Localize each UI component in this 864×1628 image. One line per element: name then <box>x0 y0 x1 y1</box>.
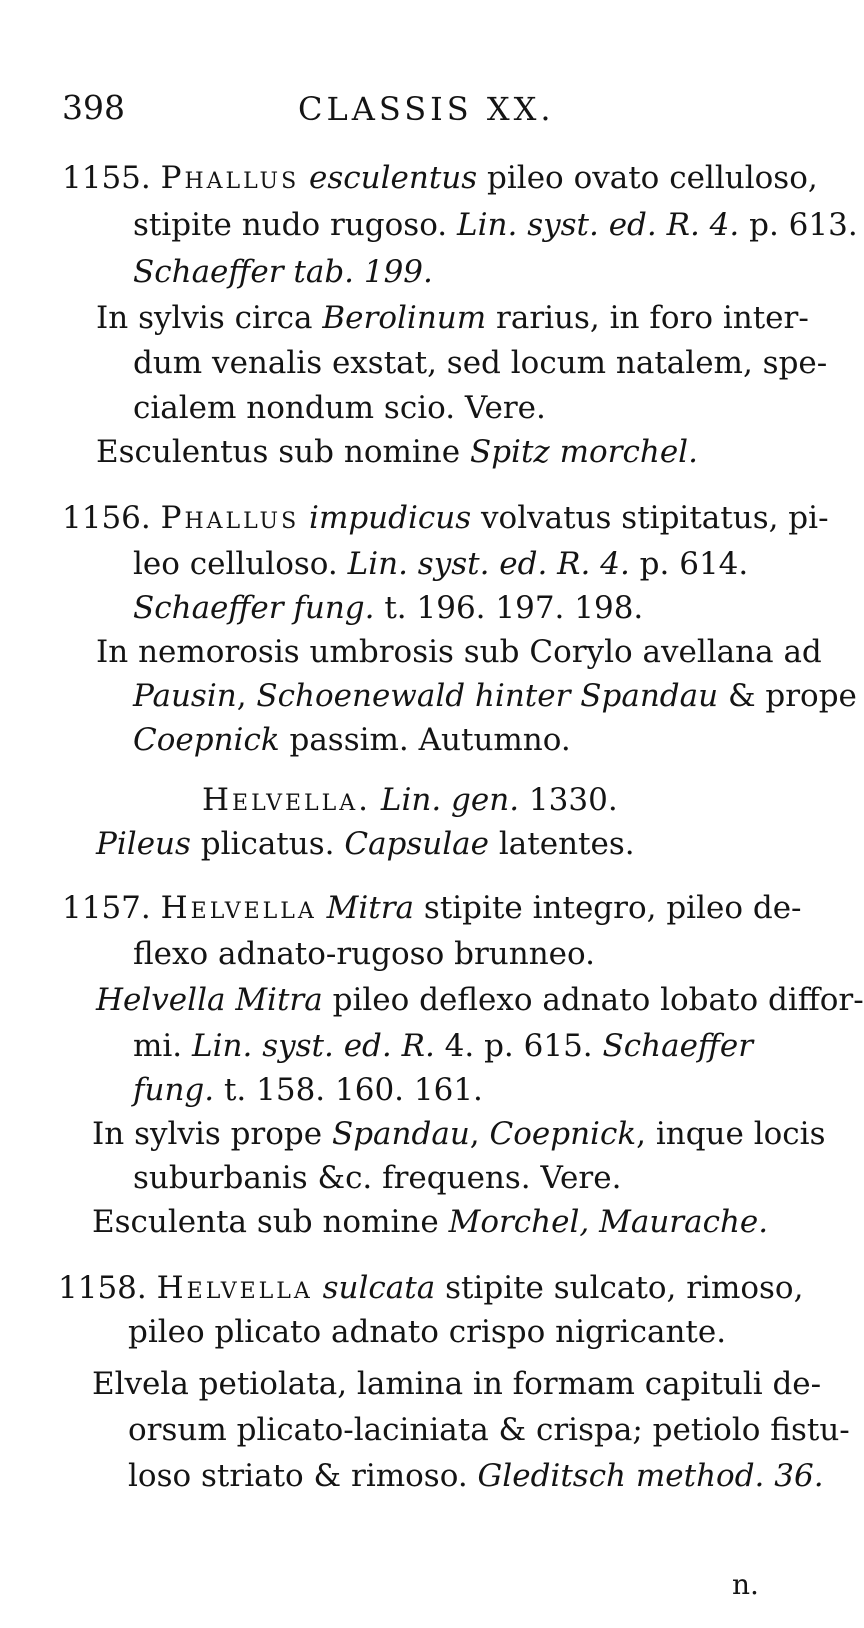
description-text: leo celluloso. <box>133 546 338 582</box>
entry-number: 1157. <box>62 890 151 926</box>
habitat-text: rarius, in foro inter- <box>496 300 809 336</box>
punctuation: , <box>236 678 247 714</box>
place-name: Berolinum <box>322 300 487 336</box>
entry-line <box>58 1268 803 1308</box>
habitat-text: In sylvis prope <box>92 1116 323 1152</box>
reference-page: p. 613. <box>749 207 858 243</box>
reference-text: Schaeffer fung. <box>133 590 375 626</box>
synonym-text: pileo deflexo adnato lobato diffor- <box>332 982 864 1018</box>
entry-line <box>133 205 858 245</box>
habitat-line <box>92 1114 826 1154</box>
character-term: Capsulae <box>344 826 490 862</box>
entry-line <box>133 544 748 584</box>
genus-name: Phallus <box>160 160 300 196</box>
punctuation: , <box>469 1116 480 1152</box>
description-text: stipite integro, pileo de- <box>423 890 802 926</box>
entry-line <box>133 934 595 974</box>
species-name: Mitra <box>326 890 415 926</box>
entry-line <box>133 252 433 292</box>
entry-line <box>62 158 818 198</box>
synonym-line <box>133 1026 753 1066</box>
synonym-name: Helvella Mitra <box>96 982 323 1018</box>
reference-text: Lin. syst. ed. R. <box>192 1028 435 1064</box>
habitat-text: suburbanis &c. frequens. Vere. <box>133 1160 622 1196</box>
page-title: CLASSIS XX. <box>298 90 555 128</box>
page-number: 398 <box>62 88 125 127</box>
reference-text: Lin. syst. ed. R. 4. <box>347 546 630 582</box>
reference-text: Lin. syst. ed. R. 4. <box>457 207 740 243</box>
habitat-line <box>133 720 571 760</box>
species-name: sulcata <box>322 1270 436 1306</box>
synonym-text: mi. <box>133 1028 183 1064</box>
entry-number: 1158. <box>58 1270 147 1306</box>
reference-text: Schaeffer tab. 199. <box>133 254 433 290</box>
description-text: pileo plicato adnato crispo nigricante. <box>128 1314 727 1350</box>
reference-text: Gleditsch method. 36. <box>477 1458 824 1494</box>
description-text: stipite nudo rugoso. <box>133 207 448 243</box>
genus-name: Helvella <box>156 1270 313 1306</box>
common-name-text: Esculenta sub nomine <box>92 1204 439 1240</box>
place-name: Spandau <box>331 1116 470 1152</box>
habitat-text: passim. Autumno. <box>289 722 571 758</box>
species-name: impudicus <box>309 500 472 536</box>
common-name: Morchel, Maurache. <box>448 1204 769 1240</box>
entry-line <box>62 888 802 928</box>
character-text: plicatus. <box>200 826 335 862</box>
character-term: Pileus <box>96 826 191 862</box>
place-name: Schoenewald hinter Spandau <box>256 678 719 714</box>
common-name-line <box>92 1202 768 1242</box>
habitat-line <box>133 388 546 428</box>
synonym-text: orsum plicato-laciniata & crispa; petiolo fistu- <box>128 1412 850 1448</box>
common-name-line <box>96 432 698 472</box>
reference-text: Schaeffer <box>602 1028 754 1064</box>
reference-page: p. 614. <box>639 546 749 582</box>
reference-page: 1330. <box>528 782 618 818</box>
common-name-text: Esculentus sub nomine <box>96 434 461 470</box>
common-name: Spitz morchel. <box>469 434 698 470</box>
synonym-text: Elvela petiolata, lamina in formam capituli de- <box>92 1366 822 1402</box>
habitat-text: cialem nondum scio. Vere. <box>133 390 546 426</box>
habitat-text: , inque locis <box>636 1116 826 1152</box>
entry-line <box>128 1312 726 1352</box>
synonym-line <box>128 1410 850 1450</box>
entry-number: 1156. <box>62 500 151 536</box>
reference-text: fung. <box>133 1072 215 1108</box>
genus-title: Helvella. <box>202 782 372 818</box>
entry-number: 1155. <box>62 160 151 196</box>
reference-page: t. 158. 160. 161. <box>223 1072 483 1108</box>
genus-heading <box>202 780 618 820</box>
habitat-line <box>133 676 857 716</box>
habitat-line <box>133 343 827 383</box>
place-name: Pausin <box>133 678 237 714</box>
place-name: Coepnick <box>489 1116 637 1152</box>
catchword: n. <box>732 1568 759 1601</box>
place-name: Coepnick <box>133 722 280 758</box>
habitat-line <box>96 632 822 672</box>
synonym-text: loso striato & rimoso. <box>128 1458 468 1494</box>
synonym-line <box>133 1070 483 1110</box>
synonym-line <box>96 980 864 1020</box>
genus-name: Phallus <box>160 500 300 536</box>
habitat-line <box>133 1158 621 1198</box>
species-name: esculentus <box>309 160 478 196</box>
entry-line <box>62 498 829 538</box>
description-text: flexo adnato-rugoso brunneo. <box>133 936 595 972</box>
description-text: stipite sulcato, rimoso, <box>445 1270 804 1306</box>
habitat-text: & prope <box>727 678 857 714</box>
description-text: volvatus stipitatus, pi- <box>481 500 829 536</box>
reference-text: Lin. gen. <box>380 782 520 818</box>
habitat-text: In sylvis circa <box>96 300 313 336</box>
habitat-text: In nemorosis umbrosis sub Corylo avellana ad <box>96 634 822 670</box>
character-text: latentes. <box>498 826 635 862</box>
habitat-text: dum venalis exstat, sed locum natalem, spe- <box>133 345 828 381</box>
habitat-line <box>96 298 809 338</box>
description-text: pileo ovato celluloso, <box>487 160 818 196</box>
synonym-line <box>128 1456 824 1496</box>
entry-line <box>133 588 643 628</box>
reference-page: 4. p. 615. <box>444 1028 593 1064</box>
genus-name: Helvella <box>160 890 317 926</box>
synonym-line <box>92 1364 821 1404</box>
genus-character <box>96 824 635 864</box>
reference-page: t. 196. 197. 198. <box>384 590 644 626</box>
